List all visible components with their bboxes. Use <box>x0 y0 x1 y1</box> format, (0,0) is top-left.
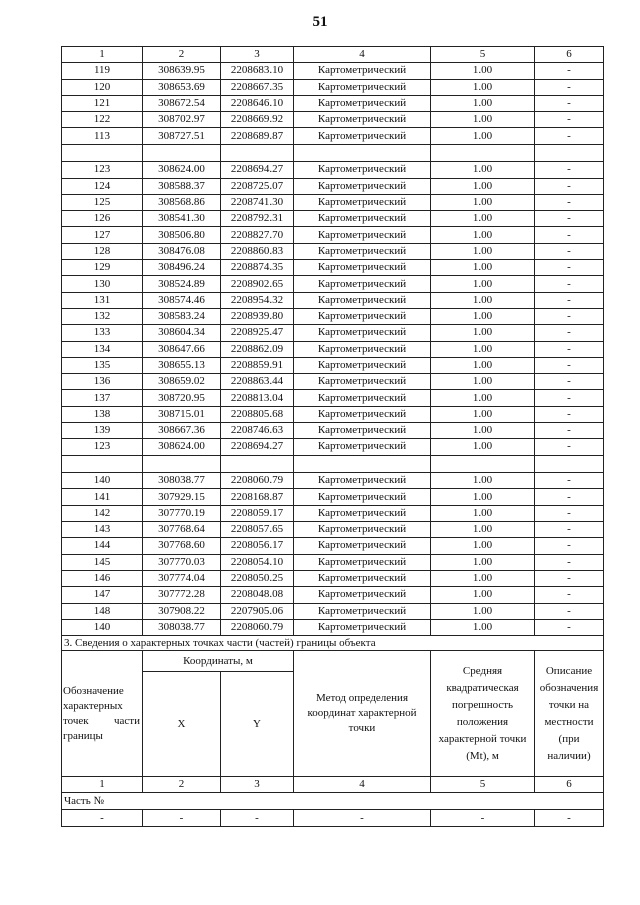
section-3-title-row <box>62 636 604 651</box>
y-coordinate-cell: 2208792.31 <box>221 211 294 227</box>
description-cell: - <box>535 570 604 586</box>
point-number-cell: 121 <box>62 95 143 111</box>
point-number-cell: 123 <box>62 162 143 178</box>
point-number-cell: 145 <box>62 554 143 570</box>
point-number-cell: 143 <box>62 522 143 538</box>
table-row <box>62 357 604 373</box>
table-row <box>62 473 604 489</box>
column-number: 1 <box>62 47 143 63</box>
accuracy-cell: 1.00 <box>431 390 535 406</box>
x-coordinate-cell: 308720.95 <box>143 390 221 406</box>
y-coordinate-cell: 2208694.27 <box>221 439 294 455</box>
method-cell: Картометрический <box>294 243 431 259</box>
description-cell: - <box>535 112 604 128</box>
coordinates-table <box>61 46 604 827</box>
table-row <box>62 406 604 422</box>
point-number-cell: 122 <box>62 112 143 128</box>
accuracy-cell: 1.00 <box>431 406 535 422</box>
y-coordinate-cell: 2208059.17 <box>221 505 294 521</box>
point-number-cell: 148 <box>62 603 143 619</box>
table-row <box>62 276 604 292</box>
y-coordinate-cell: 2208060.79 <box>221 619 294 635</box>
description-cell: - <box>535 619 604 635</box>
accuracy-cell: 1.00 <box>431 260 535 276</box>
y-coordinate-cell: 2208902.65 <box>221 276 294 292</box>
x-coordinate-cell: 308583.24 <box>143 308 221 324</box>
y-coordinate-cell: 2208056.17 <box>221 538 294 554</box>
method-cell: Картометрический <box>294 439 431 455</box>
table-row <box>62 619 604 635</box>
accuracy-cell: 1.00 <box>431 587 535 603</box>
y-coordinate-cell: 2208054.10 <box>221 554 294 570</box>
table-row <box>62 128 604 144</box>
method-cell: Картометрический <box>294 357 431 373</box>
point-number-cell: 126 <box>62 211 143 227</box>
point-number-cell: 146 <box>62 570 143 586</box>
method-cell: Картометрический <box>294 603 431 619</box>
separator-row <box>62 455 604 473</box>
table-row <box>62 194 604 210</box>
accuracy-cell: 1.00 <box>431 227 535 243</box>
y-coordinate-cell: 2208667.35 <box>221 79 294 95</box>
point-number-cell: 141 <box>62 489 143 505</box>
description-cell: - <box>535 292 604 308</box>
method-cell: Картометрический <box>294 194 431 210</box>
separator-cell <box>535 144 604 162</box>
part-label: Часть № <box>62 793 604 810</box>
method-cell: Картометрический <box>294 325 431 341</box>
point-number-cell: 130 <box>62 276 143 292</box>
x-coordinate-cell: 307772.28 <box>143 587 221 603</box>
table-row <box>62 522 604 538</box>
table-row <box>62 489 604 505</box>
part-row <box>62 793 604 810</box>
y-coordinate-cell: 2208683.10 <box>221 63 294 79</box>
method-cell: Картометрический <box>294 473 431 489</box>
table-row <box>62 570 604 586</box>
accuracy-cell: 1.00 <box>431 522 535 538</box>
description-cell: - <box>535 357 604 373</box>
method-cell: Картометрический <box>294 162 431 178</box>
method-cell: Картометрический <box>294 178 431 194</box>
method-cell: Картометрический <box>294 374 431 390</box>
point-number-cell: 120 <box>62 79 143 95</box>
point-number-cell: 138 <box>62 406 143 422</box>
column-number: 2 <box>143 47 221 63</box>
description-cell: - <box>535 260 604 276</box>
empty-cell: - <box>62 810 143 826</box>
separator-cell <box>221 455 294 473</box>
separator-cell <box>62 144 143 162</box>
x-coordinate-cell: 308476.08 <box>143 243 221 259</box>
y-coordinate-cell: 2208954.32 <box>221 292 294 308</box>
accuracy-cell: 1.00 <box>431 308 535 324</box>
accuracy-cell: 1.00 <box>431 357 535 373</box>
accuracy-cell: 1.00 <box>431 619 535 635</box>
table-row <box>62 603 604 619</box>
section-3-column-number-row <box>62 777 604 793</box>
accuracy-cell: 1.00 <box>431 178 535 194</box>
x-coordinate-cell: 308702.97 <box>143 112 221 128</box>
separator-cell <box>431 144 535 162</box>
column-number: 3 <box>221 777 294 793</box>
method-cell: Картометрический <box>294 505 431 521</box>
description-header: Описание обозначения точки на местности (при наличии) <box>535 651 604 777</box>
x-coordinate-cell: 308496.24 <box>143 260 221 276</box>
description-cell: - <box>535 276 604 292</box>
point-number-cell: 127 <box>62 227 143 243</box>
y-coordinate-cell: 2208060.79 <box>221 473 294 489</box>
empty-cell: - <box>294 810 431 826</box>
column-number: 2 <box>143 777 221 793</box>
description-cell: - <box>535 194 604 210</box>
method-cell: Картометрический <box>294 538 431 554</box>
y-coordinate-cell: 2208725.07 <box>221 178 294 194</box>
column-number: 5 <box>431 777 535 793</box>
method-cell: Картометрический <box>294 390 431 406</box>
description-cell: - <box>535 439 604 455</box>
accuracy-cell: 1.00 <box>431 505 535 521</box>
description-cell: - <box>535 325 604 341</box>
description-cell: - <box>535 587 604 603</box>
accuracy-cell: 1.00 <box>431 63 535 79</box>
table-row <box>62 439 604 455</box>
x-coordinate-cell: 307768.60 <box>143 538 221 554</box>
point-number-cell: 124 <box>62 178 143 194</box>
accuracy-cell: 1.00 <box>431 276 535 292</box>
y-coordinate-cell: 2208050.25 <box>221 570 294 586</box>
x-coordinate-cell: 307774.04 <box>143 570 221 586</box>
y-coordinate-cell: 2208939.80 <box>221 308 294 324</box>
point-number-cell: 129 <box>62 260 143 276</box>
x-header: X <box>143 672 221 777</box>
description-cell: - <box>535 308 604 324</box>
y-coordinate-cell: 2208859.91 <box>221 357 294 373</box>
method-cell: Картометрический <box>294 112 431 128</box>
description-cell: - <box>535 178 604 194</box>
y-coordinate-cell: 2208813.04 <box>221 390 294 406</box>
separator-cell <box>535 455 604 473</box>
method-cell: Картометрический <box>294 95 431 111</box>
point-number-cell: 119 <box>62 63 143 79</box>
accuracy-cell: 1.00 <box>431 554 535 570</box>
table-row <box>62 63 604 79</box>
table-row <box>62 211 604 227</box>
method-cell: Картометрический <box>294 587 431 603</box>
y-coordinate-cell: 2208925.47 <box>221 325 294 341</box>
table-row <box>62 95 604 111</box>
description-cell: - <box>535 374 604 390</box>
y-coordinate-cell: 2208669.92 <box>221 112 294 128</box>
point-number-cell: 139 <box>62 423 143 439</box>
y-header: Y <box>221 672 294 777</box>
empty-cell: - <box>431 810 535 826</box>
table-row <box>62 162 604 178</box>
empty-row <box>62 810 604 826</box>
method-cell: Картометрический <box>294 570 431 586</box>
point-number-cell: 140 <box>62 619 143 635</box>
table-row <box>62 390 604 406</box>
description-cell: - <box>535 390 604 406</box>
table-row <box>62 341 604 357</box>
accuracy-cell: 1.00 <box>431 292 535 308</box>
column-number: 6 <box>535 47 604 63</box>
accuracy-cell: 1.00 <box>431 79 535 95</box>
point-number-cell: 142 <box>62 505 143 521</box>
x-coordinate-cell: 308653.69 <box>143 79 221 95</box>
accuracy-cell: 1.00 <box>431 128 535 144</box>
point-number-cell: 147 <box>62 587 143 603</box>
description-cell: - <box>535 603 604 619</box>
description-cell: - <box>535 128 604 144</box>
method-cell: Картометрический <box>294 260 431 276</box>
method-cell: Картометрический <box>294 292 431 308</box>
table-row <box>62 178 604 194</box>
description-cell: - <box>535 473 604 489</box>
accuracy-cell: 1.00 <box>431 570 535 586</box>
y-coordinate-cell: 2208805.68 <box>221 406 294 422</box>
description-cell: - <box>535 341 604 357</box>
table-row <box>62 260 604 276</box>
method-cell: Картометрический <box>294 341 431 357</box>
empty-cell: - <box>143 810 221 826</box>
y-coordinate-cell: 2208863.44 <box>221 374 294 390</box>
y-coordinate-cell: 2208860.83 <box>221 243 294 259</box>
description-cell: - <box>535 162 604 178</box>
table-row <box>62 374 604 390</box>
method-cell: Картометрический <box>294 128 431 144</box>
section-3 <box>62 636 604 827</box>
x-coordinate-cell: 307770.03 <box>143 554 221 570</box>
description-cell: - <box>535 538 604 554</box>
method-cell: Картометрический <box>294 227 431 243</box>
x-coordinate-cell: 308506.80 <box>143 227 221 243</box>
point-number-cell: 136 <box>62 374 143 390</box>
method-cell: Картометрический <box>294 423 431 439</box>
point-number-cell: 140 <box>62 473 143 489</box>
coordinates-table-body <box>62 47 604 636</box>
x-coordinate-cell: 307929.15 <box>143 489 221 505</box>
y-coordinate-cell: 2208689.87 <box>221 128 294 144</box>
point-number-cell: 135 <box>62 357 143 373</box>
x-coordinate-cell: 308038.77 <box>143 473 221 489</box>
method-cell: Картометрический <box>294 276 431 292</box>
method-cell: Картометрический <box>294 211 431 227</box>
column-number-row <box>62 47 604 63</box>
x-coordinate-cell: 308727.51 <box>143 128 221 144</box>
point-number-cell: 134 <box>62 341 143 357</box>
table-row <box>62 227 604 243</box>
y-coordinate-cell: 2208746.63 <box>221 423 294 439</box>
description-cell: - <box>535 522 604 538</box>
y-coordinate-cell: 2208874.35 <box>221 260 294 276</box>
column-number: 4 <box>294 47 431 63</box>
page-number: 51 <box>312 14 328 30</box>
method-cell: Картометрический <box>294 522 431 538</box>
accuracy-cell: 1.00 <box>431 112 535 128</box>
table-row <box>62 79 604 95</box>
table-row <box>62 587 604 603</box>
x-coordinate-cell: 307768.64 <box>143 522 221 538</box>
designation-header: Обозначение характерных точек части границы <box>62 651 143 777</box>
table-row <box>62 308 604 324</box>
method-cell: Картометрический <box>294 406 431 422</box>
description-cell: - <box>535 554 604 570</box>
table-row <box>62 505 604 521</box>
empty-cell: - <box>535 810 604 826</box>
table-row <box>62 325 604 341</box>
accuracy-cell: 1.00 <box>431 423 535 439</box>
y-coordinate-cell: 2208168.87 <box>221 489 294 505</box>
point-number-cell: 133 <box>62 325 143 341</box>
description-cell: - <box>535 505 604 521</box>
y-coordinate-cell: 2208862.09 <box>221 341 294 357</box>
x-coordinate-cell: 308568.86 <box>143 194 221 210</box>
separator-cell <box>221 144 294 162</box>
separator-cell <box>62 455 143 473</box>
description-cell: - <box>535 211 604 227</box>
column-number: 3 <box>221 47 294 63</box>
x-coordinate-cell: 308541.30 <box>143 211 221 227</box>
table-row <box>62 112 604 128</box>
table-row <box>62 538 604 554</box>
empty-cell: - <box>221 810 294 826</box>
coordinates-header: Координаты, м <box>143 651 294 672</box>
x-coordinate-cell: 307770.19 <box>143 505 221 521</box>
accuracy-cell: 1.00 <box>431 243 535 259</box>
description-cell: - <box>535 63 604 79</box>
description-cell: - <box>535 406 604 422</box>
method-header: Метод определения координат характерной точки <box>294 651 431 777</box>
x-coordinate-cell: 308624.00 <box>143 439 221 455</box>
y-coordinate-cell: 2207905.06 <box>221 603 294 619</box>
table-row <box>62 423 604 439</box>
x-coordinate-cell: 308672.54 <box>143 95 221 111</box>
accuracy-header: Средняя квадратическая погрешность положения характерной точки (Mt), м <box>431 651 535 777</box>
method-cell: Картометрический <box>294 619 431 635</box>
accuracy-cell: 1.00 <box>431 162 535 178</box>
description-cell: - <box>535 227 604 243</box>
method-cell: Картометрический <box>294 308 431 324</box>
table-row <box>62 243 604 259</box>
y-coordinate-cell: 2208646.10 <box>221 95 294 111</box>
description-cell: - <box>535 79 604 95</box>
description-cell: - <box>535 95 604 111</box>
y-coordinate-cell: 2208048.08 <box>221 587 294 603</box>
accuracy-cell: 1.00 <box>431 95 535 111</box>
section-3-header-top <box>62 651 604 672</box>
x-coordinate-cell: 308715.01 <box>143 406 221 422</box>
x-coordinate-cell: 308624.00 <box>143 162 221 178</box>
separator-cell <box>143 455 221 473</box>
separator-cell <box>143 144 221 162</box>
x-coordinate-cell: 308524.89 <box>143 276 221 292</box>
separator-cell <box>294 144 431 162</box>
description-cell: - <box>535 243 604 259</box>
table-row <box>62 292 604 308</box>
x-coordinate-cell: 308588.37 <box>143 178 221 194</box>
point-number-cell: 125 <box>62 194 143 210</box>
x-coordinate-cell: 308604.34 <box>143 325 221 341</box>
section-3-title: 3. Сведения о характерных точках части (частей) границы объекта <box>62 636 604 651</box>
method-cell: Картометрический <box>294 554 431 570</box>
y-coordinate-cell: 2208741.30 <box>221 194 294 210</box>
x-coordinate-cell: 308038.77 <box>143 619 221 635</box>
separator-cell <box>431 455 535 473</box>
accuracy-cell: 1.00 <box>431 194 535 210</box>
description-cell: - <box>535 489 604 505</box>
column-number: 6 <box>535 777 604 793</box>
accuracy-cell: 1.00 <box>431 211 535 227</box>
column-number: 5 <box>431 47 535 63</box>
method-cell: Картометрический <box>294 63 431 79</box>
accuracy-cell: 1.00 <box>431 439 535 455</box>
accuracy-cell: 1.00 <box>431 473 535 489</box>
accuracy-cell: 1.00 <box>431 341 535 357</box>
description-cell: - <box>535 423 604 439</box>
x-coordinate-cell: 308647.66 <box>143 341 221 357</box>
x-coordinate-cell: 308655.13 <box>143 357 221 373</box>
point-number-cell: 132 <box>62 308 143 324</box>
x-coordinate-cell: 308667.36 <box>143 423 221 439</box>
point-number-cell: 113 <box>62 128 143 144</box>
point-number-cell: 128 <box>62 243 143 259</box>
accuracy-cell: 1.00 <box>431 538 535 554</box>
y-coordinate-cell: 2208057.65 <box>221 522 294 538</box>
point-number-cell: 137 <box>62 390 143 406</box>
y-coordinate-cell: 2208827.70 <box>221 227 294 243</box>
separator-cell <box>294 455 431 473</box>
accuracy-cell: 1.00 <box>431 325 535 341</box>
x-coordinate-cell: 307908.22 <box>143 603 221 619</box>
separator-row <box>62 144 604 162</box>
accuracy-cell: 1.00 <box>431 489 535 505</box>
accuracy-cell: 1.00 <box>431 603 535 619</box>
accuracy-cell: 1.00 <box>431 374 535 390</box>
table-row <box>62 554 604 570</box>
y-coordinate-cell: 2208694.27 <box>221 162 294 178</box>
x-coordinate-cell: 308639.95 <box>143 63 221 79</box>
method-cell: Картометрический <box>294 79 431 95</box>
column-number: 1 <box>62 777 143 793</box>
point-number-cell: 123 <box>62 439 143 455</box>
method-cell: Картометрический <box>294 489 431 505</box>
column-number: 4 <box>294 777 431 793</box>
x-coordinate-cell: 308574.46 <box>143 292 221 308</box>
point-number-cell: 131 <box>62 292 143 308</box>
x-coordinate-cell: 308659.02 <box>143 374 221 390</box>
point-number-cell: 144 <box>62 538 143 554</box>
